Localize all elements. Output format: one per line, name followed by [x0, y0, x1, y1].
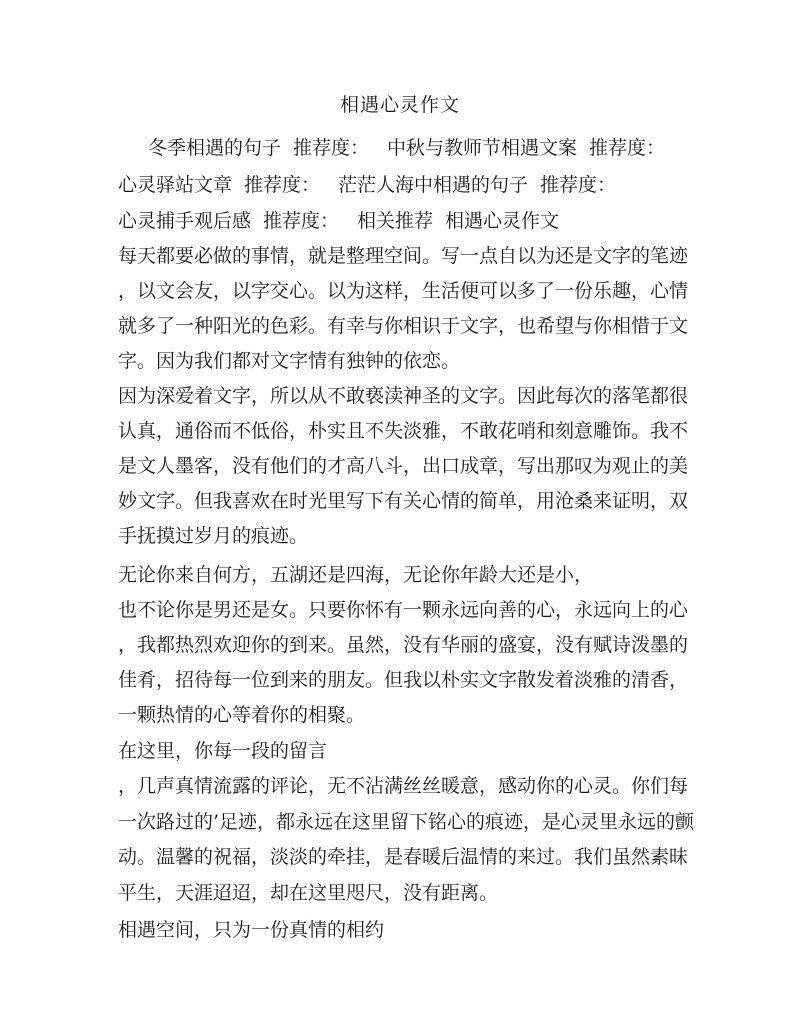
body-line: 妙文字。但我喜欢在时光里写下有关心情的简单，用沧桑来证明，双: [118, 490, 689, 512]
meta-row-1: [148, 135, 665, 161]
meta-row-3: [118, 208, 559, 234]
body-line: 一颗热情的心等着你的相聚。: [118, 704, 366, 726]
body-line: ，以文会友，以字交心。以为这样，生活便可以多了一份乐趣，心情: [118, 280, 689, 302]
body-line: 一次路过的’足迹，都永远在这里留下铭心的痕迹，是心灵里永远的颤: [118, 811, 695, 833]
related-link[interactable]: 相遇心灵作文: [445, 210, 560, 232]
body-line: 在这里，你每一段的留言: [118, 740, 328, 762]
body-line: 相遇空间，只为一份真情的相约: [118, 919, 385, 941]
meta-row-2: [118, 172, 616, 198]
meta-link[interactable]: 茫茫人海中相遇的句子: [338, 174, 529, 196]
meta-link[interactable]: 心灵捕手观后感: [118, 210, 252, 232]
body-line: 也不论你是男还是女。只要你怀有一颗永远向善的心，永远向上的心: [118, 599, 689, 621]
meta-rating-label: 推荐度：: [244, 174, 321, 196]
body-line: 佳肴，招待每一位到来的朋友。但我以朴实文字散发着淡雅的清香，: [118, 669, 689, 691]
body-line: 每天都要必做的事情，就是整理空间。写一点自以为还是文字的笔迹: [118, 245, 689, 267]
meta-link[interactable]: 冬季相遇的句子: [148, 137, 282, 159]
meta-rating-label: 推荐度：: [263, 210, 340, 232]
body-line: 手抚摸过岁月的痕迹。: [118, 525, 309, 547]
body-line: 无论你来自何方，五湖还是四海，无论你年龄大还是小，: [118, 564, 594, 586]
body-line: 动。温馨的祝福，淡淡的牵挂，是春暖后温情的来过。我们虽然素昧: [118, 846, 689, 868]
related-label: 相关推荐: [357, 210, 434, 232]
body-line: 字。因为我们都对文字情有独钟的依恋。: [118, 350, 461, 372]
body-line: 认真，通俗而不低俗，朴实且不失淡雅，不敢花哨和刻意雕饰。我不: [118, 420, 689, 442]
body-line: ，我都热烈欢迎你的到来。虽然，没有华丽的盛宴，没有赋诗泼墨的: [118, 634, 689, 656]
body-line: 因为深爱着文字，所以从不敢亵渎神圣的文字。因此每次的落笔都很: [118, 385, 689, 407]
meta-link[interactable]: 心灵驿站文章: [118, 174, 233, 196]
meta-rating-label: 推荐度：: [540, 174, 617, 196]
body-line: 就多了一种阳光的色彩。有幸与你相识于文字，也希望与你相惜于文: [118, 315, 689, 337]
body-line: 平生，天涯迢迢，却在这里咫尺，没有距离。: [118, 882, 499, 904]
document-title: 相遇心灵作文: [339, 94, 460, 116]
body-line: 是文人墨客，没有他们的才高八斗，出口成章，写出那叹为观止的美: [118, 455, 689, 477]
meta-link[interactable]: 中秋与教师节相遇文案: [387, 137, 578, 159]
body-line: ，几声真情流露的评论，无不沾满丝丝暖意，感动你的心灵。你们每: [118, 775, 689, 797]
meta-rating-label: 推荐度：: [589, 137, 666, 159]
meta-rating-label: 推荐度：: [293, 137, 370, 159]
